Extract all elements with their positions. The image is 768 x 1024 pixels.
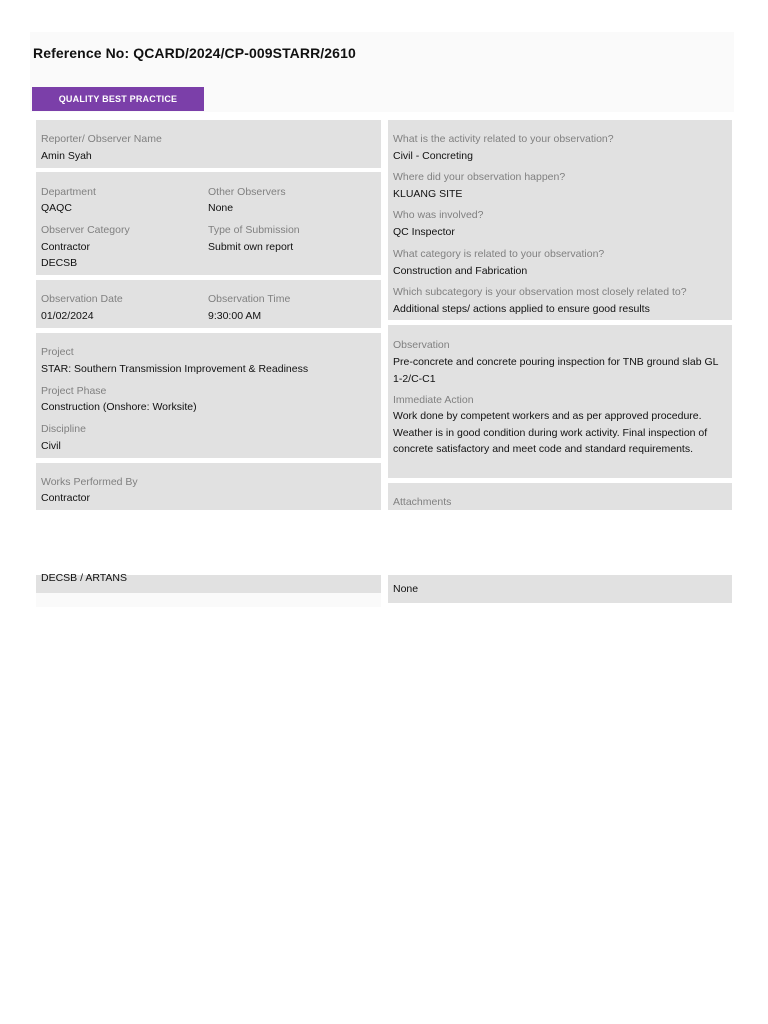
- discipline-label: Discipline: [41, 423, 86, 435]
- reporter-value: Amin Syah: [41, 150, 92, 162]
- immediate-action-label: Immediate Action: [393, 394, 474, 406]
- department-label: Department: [41, 186, 96, 198]
- subcategory-label: Which subcategory is your observation most closely related to?: [393, 286, 687, 298]
- location-value: KLUANG SITE: [393, 188, 463, 200]
- attachments-label: Attachments: [393, 496, 452, 508]
- reference-number: Reference No: QCARD/2024/CP-009STARR/2610: [33, 45, 356, 61]
- left-bottom-strip: [36, 593, 381, 607]
- other-observers-value: None: [208, 202, 234, 214]
- observer-category-value: Contractor: [41, 241, 91, 253]
- observer-category-label: Observer Category: [41, 224, 130, 236]
- project-phase-value: Construction (Onshore: Worksite): [41, 401, 197, 413]
- category-label: What category is related to your observation?: [393, 248, 605, 260]
- category-value: Construction and Fabrication: [393, 265, 528, 277]
- location-label: Where did your observation happen?: [393, 171, 566, 183]
- project-value: STAR: Southern Transmission Improvement & Readiness: [41, 363, 309, 375]
- department-value: QAQC: [41, 202, 72, 214]
- involved-label: Who was involved?: [393, 209, 484, 221]
- project-phase-label: Project Phase: [41, 385, 107, 397]
- works-performed-value: Contractor: [41, 492, 91, 504]
- subcategory-value: Additional steps/ actions applied to ensure good results: [393, 303, 650, 315]
- quality-best-practice-badge: QUALITY BEST PRACTICE: [32, 87, 204, 111]
- immediate-action-value: Work done by competent workers and as per approved procedure. Weather is in good condition during work activity. Final inspection of concrete satisfactory and meet code and standard requirements.: [393, 410, 708, 455]
- observation-time-label: Observation Time: [208, 293, 291, 305]
- works-performed-label: Works Performed By: [41, 476, 138, 488]
- other-observers-label: Other Observers: [208, 186, 286, 198]
- observer-category-company: DECSB: [41, 257, 78, 269]
- observation-date-label: Observation Date: [41, 293, 123, 305]
- observation-date-value: 01/02/2024: [41, 310, 94, 322]
- observation-value: Pre-concrete and concrete pouring inspection for TNB ground slab GL 1-2/C-C1: [393, 356, 719, 385]
- involved-value: QC Inspector: [393, 226, 455, 238]
- observation-label: Observation: [393, 339, 450, 351]
- reporter-label: Reporter/ Observer Name: [41, 133, 162, 145]
- submission-type-label: Type of Submission: [208, 224, 300, 236]
- attachments-value: None: [393, 583, 419, 595]
- observation-time-value: 9:30:00 AM: [208, 310, 262, 322]
- works-performed-company: DECSB / ARTANS: [41, 572, 127, 584]
- activity-label: What is the activity related to your observation?: [393, 133, 614, 145]
- activity-value: Civil - Concreting: [393, 150, 473, 162]
- attachments-continued-card: [388, 575, 732, 603]
- submission-type-value: Submit own report: [208, 241, 294, 253]
- project-label: Project: [41, 346, 74, 358]
- discipline-value: Civil: [41, 440, 61, 452]
